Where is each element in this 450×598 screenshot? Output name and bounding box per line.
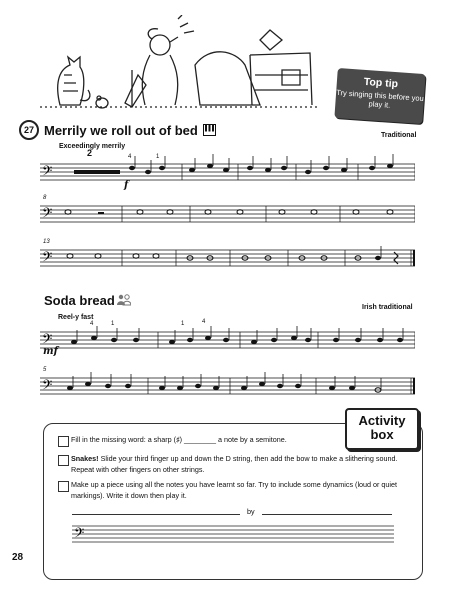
piece-title-merrily: Merrily we roll out of bed: [44, 123, 198, 138]
piece-number-badge: 27: [19, 120, 39, 140]
fingering-4: 4: [90, 321, 94, 327]
fingering-4: 4: [128, 154, 132, 160]
activity-label-line1: Activity: [358, 413, 406, 428]
piano-keys-icon: [203, 123, 216, 135]
composer-irish-traditional: Irish traditional: [362, 304, 413, 311]
activity-item-1: Fill in the missing word: a sharp (♯) ________ a note by a semitone.: [71, 435, 287, 444]
activity-item-2: [71, 454, 401, 475]
staff-piece1-line2: [40, 198, 415, 232]
staff-piece2-line1: [40, 326, 415, 358]
fingering-4: 4: [202, 319, 206, 325]
piece-title-soda-bread: Soda bread: [44, 293, 115, 308]
staff-piece1-line3: [40, 242, 415, 276]
activity-checkbox-3[interactable]: [58, 481, 69, 492]
activity-box-label: [345, 408, 419, 450]
top-tip-body: Try singing this before you play it.: [335, 87, 425, 110]
page-number: 28: [12, 552, 24, 563]
fingering-1: 1: [181, 321, 185, 327]
tempo-marking-1: Exceedingly merrily: [59, 143, 126, 150]
top-tip-box: [334, 68, 425, 124]
dynamic-forte: f: [124, 180, 129, 191]
tempo-marking-2: Reel-y fast: [58, 314, 94, 321]
svg-text:𝄢: 𝄢: [42, 249, 53, 268]
svg-text:𝄢: 𝄢: [74, 525, 85, 544]
blank-staff[interactable]: [72, 520, 394, 550]
activity-checkbox-2[interactable]: [58, 455, 69, 466]
activity-label-line2: box: [370, 427, 394, 442]
by-label: by: [247, 507, 255, 516]
staff-piece1-line1: [40, 152, 415, 194]
cellist-cartoon-illustration: [20, 15, 320, 115]
staff-piece2-line2: [40, 372, 415, 404]
measure-number-5: 5: [43, 367, 47, 373]
composer-name-line[interactable]: [262, 514, 392, 515]
dynamic-mezzo-forte: mf: [43, 346, 58, 357]
multi-rest-count: 2: [87, 148, 93, 158]
svg-text:𝄢: 𝄢: [42, 331, 53, 350]
activity-item-2-text: Slide your third finger up and down the D string, then add the bow to make a slithering sound. Repeat with other fingers on other strings.: [71, 454, 398, 474]
activity-item-2-lead: Snakes!: [71, 454, 99, 463]
activity-checkbox-1[interactable]: [58, 436, 69, 447]
composer-traditional: Traditional: [381, 132, 417, 139]
fingering-1: 1: [111, 321, 115, 327]
svg-text:𝄢: 𝄢: [42, 163, 53, 182]
activity-item-3: Make up a piece using all the notes you have learnt so far. Try to include some dynamics (loud or quiet markings). Write it down then play it.: [71, 480, 398, 500]
top-tip-title: Top tip: [363, 75, 399, 91]
fingering-1: 1: [156, 154, 160, 160]
svg-text:𝄢: 𝄢: [42, 205, 53, 224]
duet-people-icon: [117, 293, 131, 305]
measure-number-8: 8: [43, 195, 47, 201]
svg-text:𝄢: 𝄢: [42, 377, 53, 396]
measure-number-13: 13: [43, 239, 50, 245]
composition-title-line[interactable]: [72, 514, 240, 515]
